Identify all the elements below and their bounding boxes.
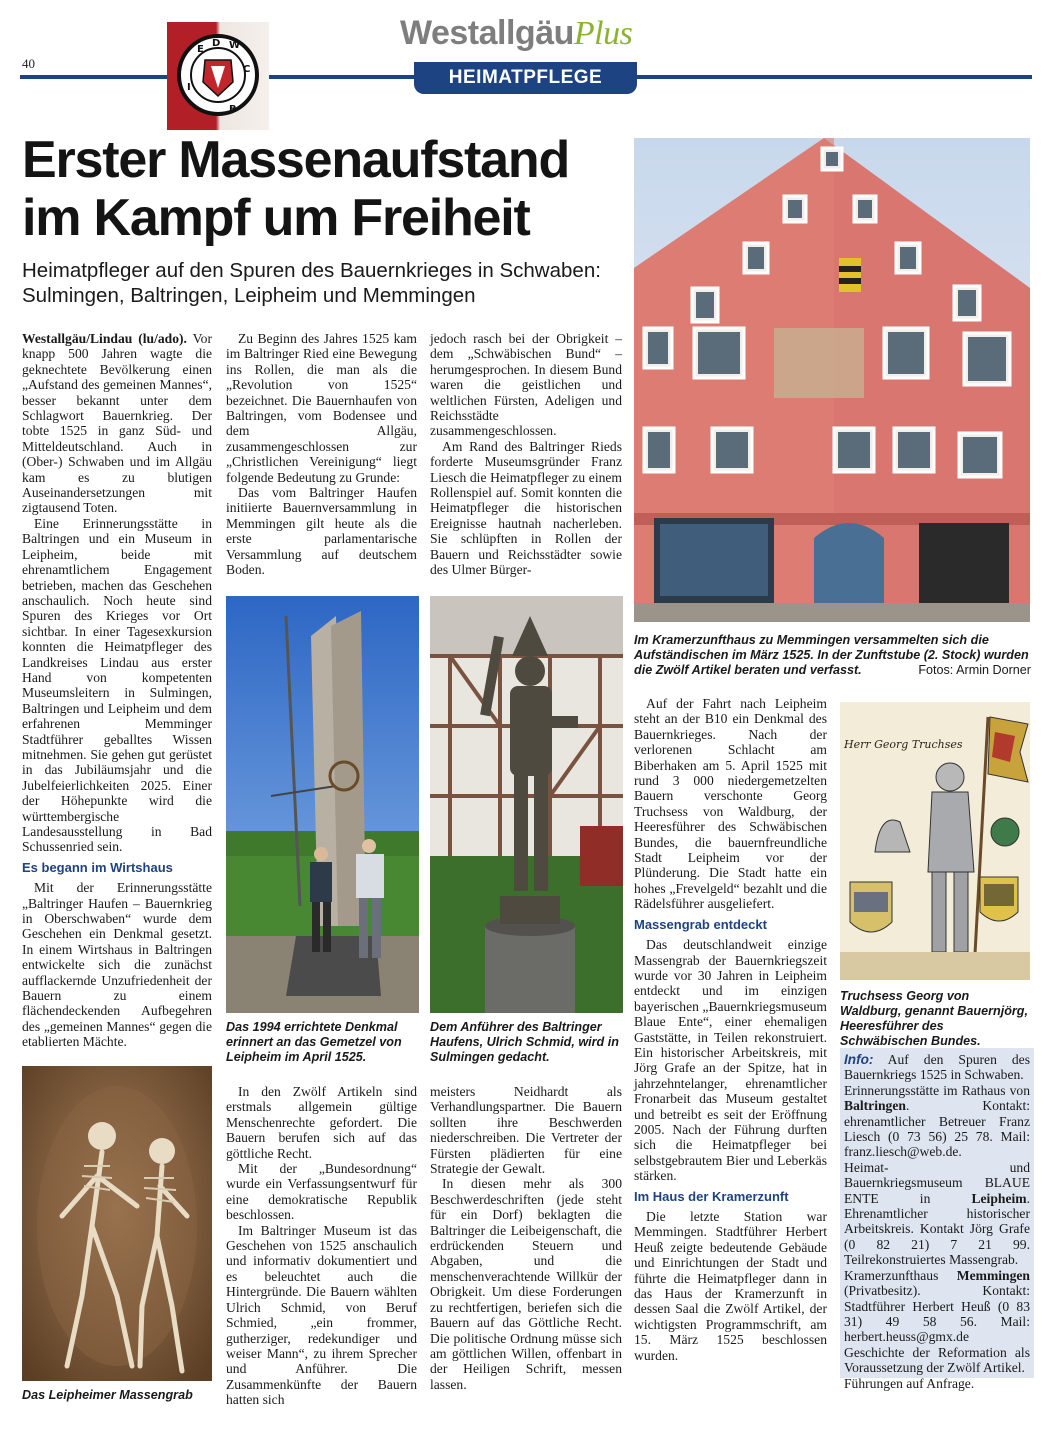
page-number: 40 (22, 56, 35, 71)
kramerzunfthaus-caption (634, 633, 1031, 678)
svg-text:I: I (187, 82, 191, 93)
headline-line-1: Erster Massenaufstand (22, 131, 570, 189)
statue-photo (430, 596, 623, 1013)
col2b-paragraph-2: Mit der „Bundesordnung“ wurde ein Verfassungsentwurf für eine demokratische Republik beschlossen. (226, 1161, 417, 1223)
subheadline (22, 258, 632, 308)
col3b-paragraph-1: meisters Neidhardt als Verhandlungspartner. Die Bauern sollten ihre Beschwerden niederschreiben. Die Vertreter der Fürsten plädierten für eine Strategie der Gewalt. (430, 1084, 622, 1177)
subheading-kramerzunft: Im Haus der Kramerzunft (634, 1188, 789, 1204)
truchsess-caption: Truchsess Georg von Waldburg, genannt Bauernjörg, Heeresführer des Schwäbischen Bundes. (840, 989, 1028, 1048)
truchsess-illustration (840, 702, 1030, 980)
subheading-massengrab: Massengrab entdeckt (634, 916, 767, 932)
col4-paragraph-1: Auf der Fahrt nach Leipheim steht an der B10 ein Denkmal des Bauernkrieges. Nach der verlorenen Schlacht am Biberhaken am 5. April 1525 mit rund 3 000 niedergemetzelten Bauern verschonte Georg Truchsess von Waldburg, der Heeresführer des Schwäbischen Bundes, die bauernfreundliche Stadt Leipheim vor der Plünderung. Die Stadt hatte ein hohes „Frevelgeld“ bezahlt und die Rädelsführer ausgeliefert. (634, 696, 827, 912)
svg-text:C: C (243, 64, 251, 75)
info-entry-fuehrungen: Führungen auf Anfrage. (844, 1375, 975, 1391)
col1-paragraph-1: Westallgäu/Lindau (lu/ado). Vor knapp 500 Jahren wagte die geknechtete Bevölkerung einen „Aufstand des gemeinen Mannes“, besser bekannt unter dem Schlagwort Bauernkrieg. Der tobte 1525 in ganz Süd- und Mitteldeutschland. Auch in (Ober-) Schwaben und im Allgäu kam es zu blutigen Auseinandersetzungen mit zigtausend Toten. (22, 331, 212, 516)
kramerzunfthaus-caption-text: Im Kramerzunfthaus zu Memmingen versammelten sich die Aufständischen im März 1525. In der Zunftstube (2. Stock) wurden die Zwölf Artikel beraten und verfasst. (634, 633, 1029, 677)
info-box (840, 1048, 1034, 1391)
subheading-wirtshaus: Es begann im Wirtshaus (22, 859, 173, 875)
denkmal-photo (226, 596, 419, 1013)
svg-text:Herr Georg Truchses: Herr Georg Truchses (844, 738, 963, 751)
col3-paragraph-1: jedoch rasch bei der Obrigkeit – dem „Schwäbischen Bund“ – herumgesprochen. In diesem Bund waren die geistlichen und weltlichen Fürsten, Adeligen und Reichsstädte zusammengeschlossen. (430, 331, 622, 439)
col3b-paragraph-2: In diesen mehr als 300 Beschwerdeschriften (jede steht für ein Dorf) beklagten die Baltringer die Leibeigenschaft, die erdrückenden Steuern und Abgaben, und die menschenverachtende Willkür der Obrigkeit. Um diese Forderungen zu rechtfertigen, beriefen sich die Bauern auf das Göttliche Recht. Die politische Ordnung müsse sich am göttlichen Willen, offenbart in der Heiligen Schrift, messen lassen. (430, 1176, 622, 1392)
col2-paragraph-1: Zu Beginn des Jahres 1525 kam im Baltringer Ried eine Bewegung ins Rollen, die man als die „Revolution von 1525“ bezeichnet. Die Bauernhaufen von Baltringen, vom Bodensee und dem Allgäu, zusammengeschlossen zur „Christlichen Vereinigung“ liegt folgende Bedeutung zu Grunde: (226, 331, 417, 485)
headline-line-2: im Kampf um Freiheit (22, 189, 530, 247)
subhead-line-2: Sulmingen, Baltringen, Leipheim und Memmingen (22, 284, 476, 307)
svg-text:D: D (212, 38, 221, 49)
col1-paragraph-2: Eine Erinnerungsstätte in Baltringen und ein Museum in Leipheim, beide mit ehrenamtlichem Engagement betrieben, machen das Geschehen anschaulich. Noch heute sind Spuren des Krieges vor Ort sichtbar. In einer Tagesexkursion konnten die Heimatpfleger des Landkreises Lindau aus erster Hand von kompetenten Museumsleitern in Sulmingen, Baltringen und Leipheim und dem erfahrenen Memminger Stadtführer geballtes Wissen mitnehmen. Sie gehen gut gerüstet in das Jubiläumsjahr und die Jubelfeierlichkeiten 2025. Einer der Höhepunkte wird die württembergische Landesausstellung in Bad Schussenried sein. (22, 515, 212, 855)
col1-paragraph-3: Mit der Erinnerungsstätte „Baltringer Haufen – Bauernkrieg in Oberschwaben“ wurde dem Geschehen ein Denkmal gesetzt. In einem Wirtshaus in Baltringen entwickelte sich die zunächst aufflackernde Unzufriedenheit der Bauern zu einem flächendeckenden Aufbegehren des „gemeinen Mannes“ gegen die etablierten Mächte. (22, 880, 212, 1050)
brand-plus: Plus (573, 15, 633, 52)
publication-brand (400, 14, 650, 53)
info-entry-memmingen: Kramerzunfthaus Memmingen (Privatbesitz). Kontakt: Stadtführer Herbert Heuß (0 83 31) 49 58 56. Mail: herbert.heuss@gmx.de Geschichte der Reformation als Voraussetzung der Zwölf Artikel. (844, 1267, 1030, 1376)
article-column-3-bottom (430, 1084, 622, 1392)
photo-credit: Fotos: Armin Dorner (918, 663, 1031, 677)
svg-text:B: B (229, 104, 237, 115)
info-intro: Info: Auf den Spuren des Bauernkriegs 1525 in Schwaben. (844, 1052, 1030, 1083)
kramerzunfthaus-photo (634, 138, 1030, 622)
subhead-line-1: Heimatpfleger auf den Spuren des Bauernkrieges in Schwaben: (22, 259, 601, 282)
info-entry-leipheim: Heimat- und Bauernkriegsmuseum BLAUE ENTE in Leipheim. Ehrenamtlicher historischer Arbeitskreis. Kontakt Jörg Grafe (0 82 21) 7 21 99. Teilrekonstruiertes Massengrab. (844, 1159, 1030, 1268)
heimatpflege-logo (167, 22, 269, 130)
massengrab-photo (22, 1066, 212, 1381)
denkmal-caption: Das 1994 errichtete Denkmal erinnert an das Gemetzel von Leipheim im April 1525. (226, 1020, 402, 1064)
info-tag: Info: (844, 1052, 874, 1067)
info-entry-baltringen: Erinnerungsstätte im Rathaus von Baltringen. Kontakt: ehrenamtlicher Betreuer Franz Liesch (0 73 56) 25 78. Mail: franz.liesch@web.de. (844, 1082, 1030, 1160)
brand-main: Westallgäu (400, 14, 574, 52)
article-column-3-top (430, 331, 622, 578)
col2b-paragraph-3: Im Baltringer Museum ist das Geschehen von 1525 anschaulich und informativ dokumentiert und es beleuchtet auch die Hintergründe. Die Bauern wählten Ulrich Schmid, von Beruf Schmied, „ein frommer, gutherziger, redekundiger und weiser Mann“, zu ihrem Sprecher und Anführer. Die Zusammenkünfte der Bauern hatten sich (226, 1222, 417, 1408)
article-column-1 (22, 331, 212, 1050)
col3-paragraph-2: Am Rand des Baltringer Rieds forderte Museumsgründer Franz Liesch die Heimatpfleger zu einem Rollenspiel auf. Somit konnten die Heimatpfleger die historischen Ereignisse hautnah nacherleben. Sie schlüpften in Rollen der Bauern und Reichsstädter sowie des Ulmer Bürger- (430, 438, 622, 578)
col2b-paragraph-1: In den Zwölf Artikeln sind erstmals allgemein gültige Menschenrechte gefordert. Die Bauern berufen sich auf das göttliche Recht. (226, 1084, 417, 1161)
section-label: HEIMATPFLEGE (414, 62, 637, 94)
dateline: Westallgäu/Lindau (lu/ado). (22, 331, 187, 346)
col4-paragraph-3: Die letzte Station war Memmingen. Stadtführer Herbert Heuß zeigte bedeutende Gebäude und Einrichtungen der Stadt und führte die Heimatpfleger dann in das Haus der Kramerzunft in dessen Saal die Zwölf Artikel, der wichtigsten Programmschrift, am 15. März 1525 beschlossen wurden. (634, 1209, 827, 1363)
headline (22, 131, 622, 247)
svg-text:E: E (197, 44, 204, 55)
statue-caption: Dem Anführer des Baltringer Haufens, Ulrich Schmid, wird in Sulmingen gedacht. (430, 1020, 619, 1064)
svg-text:W: W (229, 40, 241, 51)
logo-emblem (167, 22, 269, 130)
article-column-2-bottom (226, 1084, 417, 1408)
col4-paragraph-2: Das deutschlandweit einzige Massengrab der Bauernkriegszeit wurde vor 30 Jahren in Leipheim entdeckt und im einzigen bayerischen „Bauernkriegsmuseum Blaue Ente“, einer ehemaligen Gaststätte, in Teilen rekonstruiert. Ein historischer Arbeitskreis, mit Jörg Grafe an der Spitze, hat in jahrzehntelanger, ehrenamtlicher Fronarbeit das Museum gestaltet und betreibt es seit der Eröffnung 2005. Nach der Führung durften sich die Heimatpfleger bei selbstgebrautem Bier und Leberkäs stärken. (634, 937, 827, 1184)
article-column-2-top (226, 331, 417, 578)
col2-paragraph-2: Das vom Baltringer Haufen initiierte Bauernversammlung in Memmingen gilt heute als die erste parlamentarische Versammlung auf deutschem Boden. (226, 485, 417, 578)
massengrab-caption: Das Leipheimer Massengrab (22, 1388, 193, 1402)
article-column-4 (634, 696, 827, 1363)
